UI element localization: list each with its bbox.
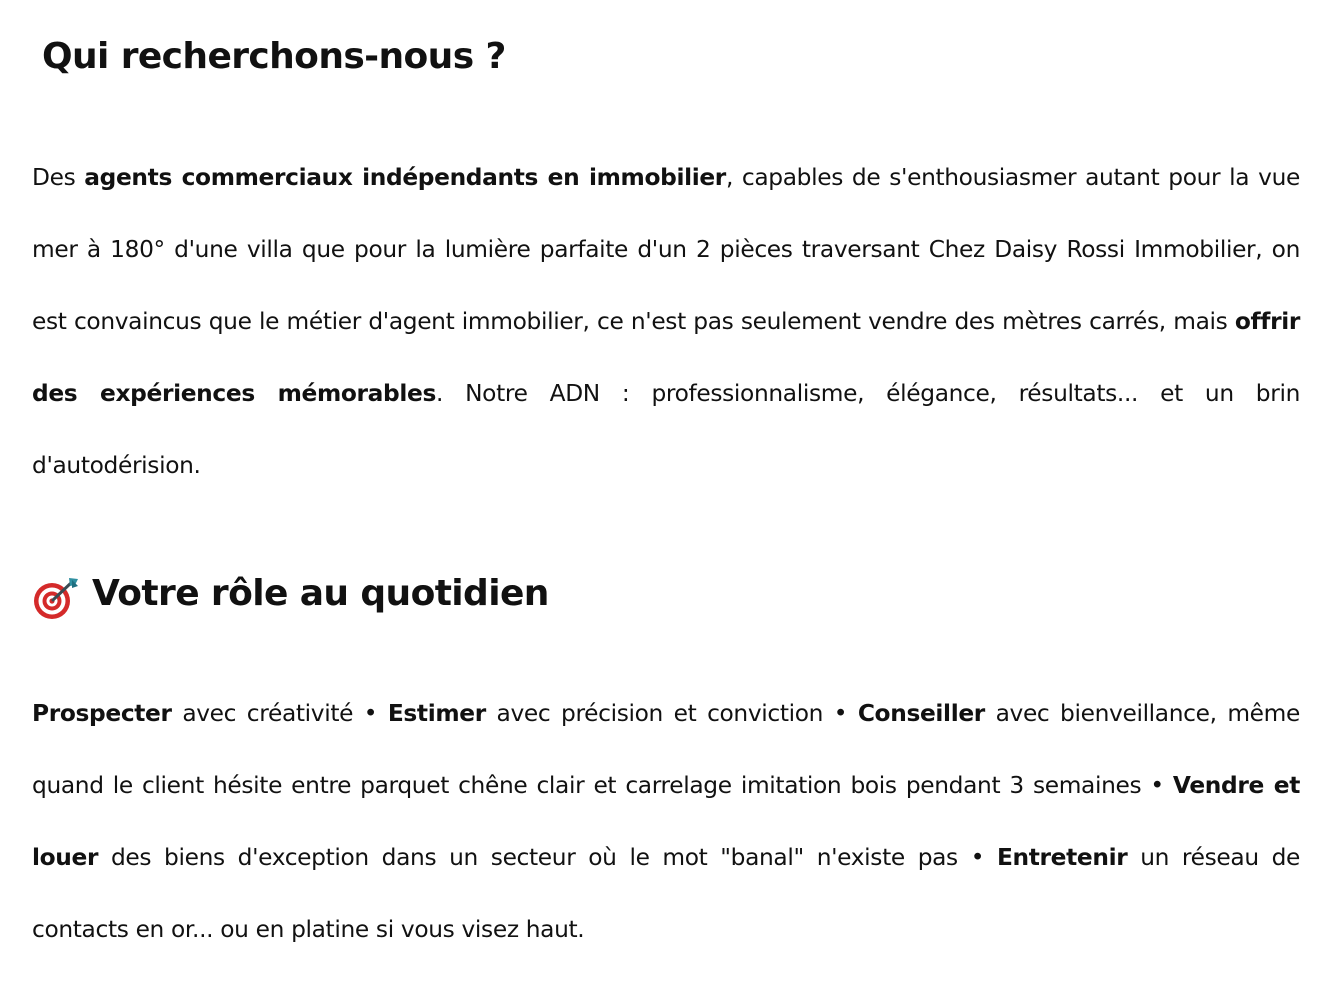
section-title-votre-role: Votre rôle au quotidien [92, 573, 549, 614]
bold-text-run: Vendre et louer [32, 772, 1300, 871]
bold-text-run: offrir des expériences mémorables [32, 308, 1300, 407]
bold-text-run: Entretenir [996, 844, 1128, 871]
section-title-qui-recherchons-nous: Qui recherchons-nous ? [42, 36, 506, 77]
bold-text-run: agents commerciaux indépendants en immobilier [84, 164, 726, 191]
text-run: . Notre ADN : professionnalisme, élégance, résultats... et un brin d'autodérision. [32, 380, 1301, 479]
text-run: des biens d'exception dans un secteur où le mot "banal" n'existe pas • [98, 844, 997, 871]
text-run: un réseau de contacts en or... ou en platine si vous visez haut. [32, 844, 1301, 943]
text-run: Des [32, 164, 85, 191]
bold-text-run: Conseiller [857, 700, 985, 727]
section-paragraph-recherche [32, 142, 1300, 502]
section-paragraph-role [32, 678, 1300, 966]
text-run: avec créativité • [171, 700, 388, 727]
bold-text-run: Estimer [387, 700, 486, 727]
target-dart-icon [32, 576, 80, 620]
text-run: , capables de s'enthousiasmer autant pour la vue mer à 180° d'une villa que pour la lumière parfaite d'un 2 pièces traversant Chez Daisy Rossi Immobilier, on est convaincus que le métier d'agent immobilier, ce n'est pas seulement vendre des mètres carrés, mais [32, 164, 1300, 335]
text-run: avec précision et conviction • [485, 700, 858, 727]
text-run: avec bienveillance, même quand le client hésite entre parquet chêne clair et carrelage imitation bois pendant 3 semaines • [32, 700, 1300, 799]
bold-text-run: Prospecter [32, 700, 172, 727]
